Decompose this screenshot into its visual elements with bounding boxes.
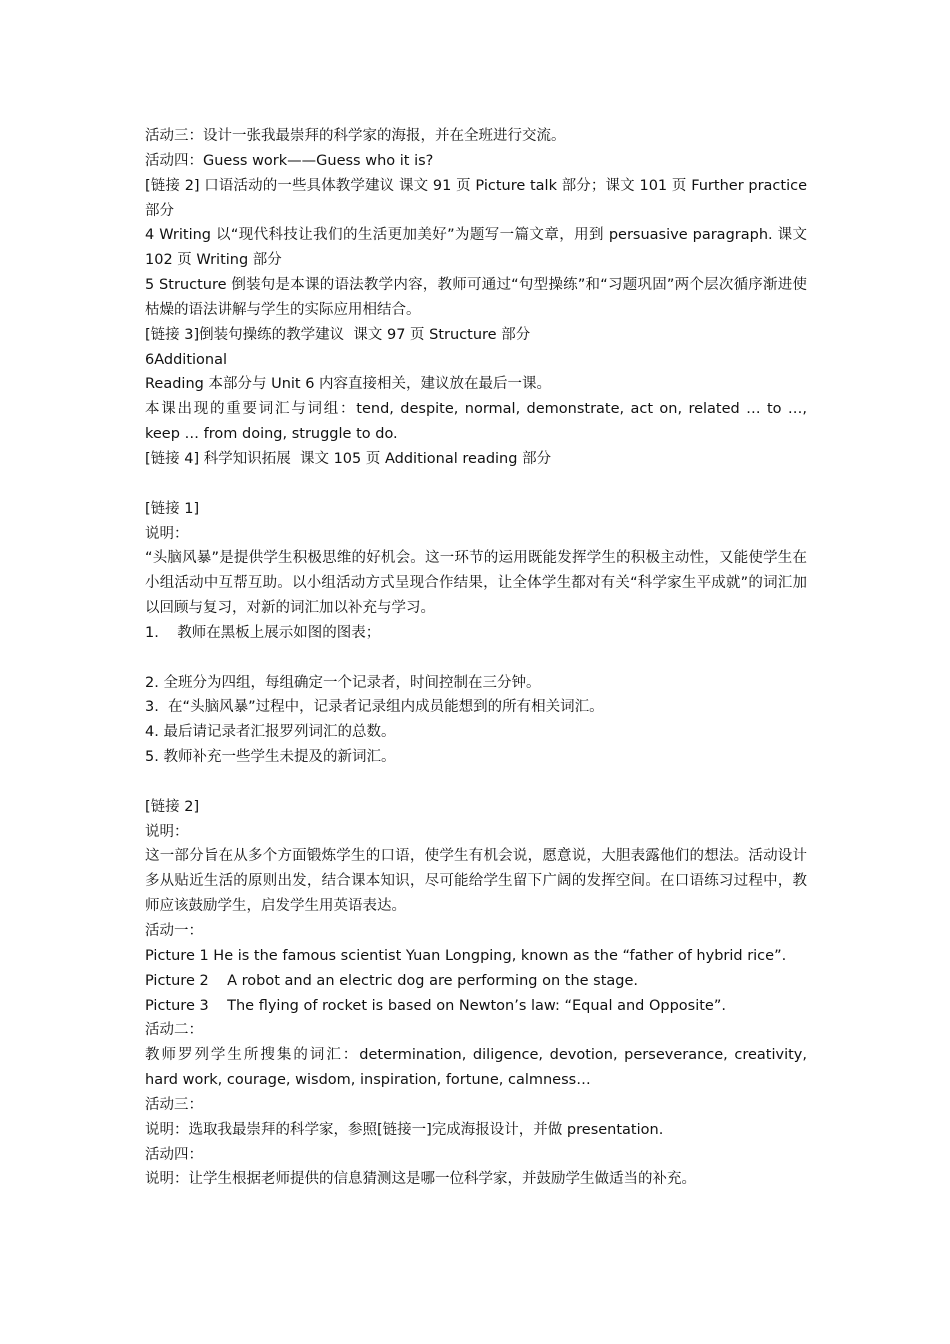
additional-heading-line: 6Additional [145,351,228,368]
step-2-line: 2. 全班分为四组，每组确定一个记录者，时间控制在三分钟。 [145,674,541,691]
picture-3-line: Picture 3 The flying of rocket is based on Newton’s law: “Equal and Opposite”. [145,997,726,1014]
activity-2-label: 活动二： [145,1022,203,1039]
activity-4-label: 活动四： [145,1146,203,1163]
explanation-label: 说明： [145,823,189,840]
blank-line [145,472,807,497]
activity-4-line: 活动四：Guess work——Guess who it is? [145,152,434,169]
explanation-label: 说明： [145,525,189,542]
structure-section-line: 5 Structure 倒装句是本课的语法教学内容，教师可通过“句型操练”和“习题巩固”两个层次循序渐进使枯燥的语法讲解与学生的实际应用相结合。 [145,277,807,318]
step-4-line: 4. 最后请记录者汇报罗列词汇的总数。 [145,724,396,741]
brainstorm-paragraph: “头脑风暴”是提供学生积极思维的好机会。这一环节的运用既能发挥学生的积极主动性，又能使学生在小组活动中互帮互助。以小组活动方式呈现合作结果，让全体学生都对有关“科学家生平成就”的词汇加以回顾与复习，对新的词汇加以补充与学习。 [145,550,807,617]
activity-3-label: 活动三： [145,1096,203,1113]
picture-2-line: Picture 2 A robot and an electric dog are performing on the stage. [145,972,639,989]
activity-3-line: 活动三：设计一张我最崇拜的科学家的海报，并在全班进行交流。 [145,128,566,144]
collected-vocabulary-line: 教师罗列学生所搜集的词汇：determination, diligence, devotion, perseverance, creativity, hard work, courage, wisdom, inspiration, fortune, calmness… [145,1047,807,1089]
link-1-heading: [链接 1] [145,500,200,517]
step-3-line: 3. 在“头脑风暴”过程中，记录者记录组内成员能想到的所有相关词汇。 [145,699,604,716]
reading-section-line: Reading 本部分与 Unit 6 内容直接相关，建议放在最后一课。 [145,376,552,393]
document-body [145,124,807,1192]
link-2-suggestion-line: [链接 2] 口语活动的一些具体教学建议 课文 91 页 Picture talk 部分；课文 101 页 Further practice 部分 [145,177,807,219]
link-4-line: [链接 4] 科学知识拓展 课文 105 页 Additional reading 部分 [145,450,552,467]
link-3-line: [链接 3]倒装句操练的教学建议 课文 97 页 Structure 部分 [145,326,531,343]
step-5-line: 5. 教师补充一些学生未提及的新词汇。 [145,749,396,766]
activity-4-explanation: 说明：让学生根据老师提供的信息猜测这是哪一位科学家，并鼓励学生做适当的补充。 [145,1171,696,1188]
blank-line [145,646,807,671]
vocabulary-line: 本课出现的重要词汇与词组：tend, despite, normal, demonstrate, act on, related … to …, keep … from doing, struggle to do. [145,401,807,443]
picture-1-line: Picture 1 He is the famous scientist Yuan Longping, known as the “father of hybrid rice”. [145,947,787,964]
blank-line [145,770,807,795]
link-2-heading: [链接 2] [145,798,200,815]
writing-section-line: 4 Writing 以“现代科技让我们的生活更加美好”为题写一篇文章，用到 persuasive paragraph. 课文 102 页 Writing 部分 [145,227,807,269]
oral-practice-paragraph: 这一部分旨在从多个方面锻炼学生的口语，使学生有机会说，愿意说，大胆表露他们的想法。活动设计多从贴近生活的原则出发，结合课本知识，尽可能给学生留下广阔的发挥空间。在口语练习过程中，教师应该鼓励学生，启发学生用英语表达。 [145,848,807,915]
step-1-line: 1. 教师在黑板上展示如图的图表； [145,624,381,641]
activity-3-explanation: 说明：选取我最崇拜的科学家，参照[链接一]完成海报设计，并做 presentation. [145,1121,664,1138]
activity-1-label: 活动一： [145,923,203,939]
